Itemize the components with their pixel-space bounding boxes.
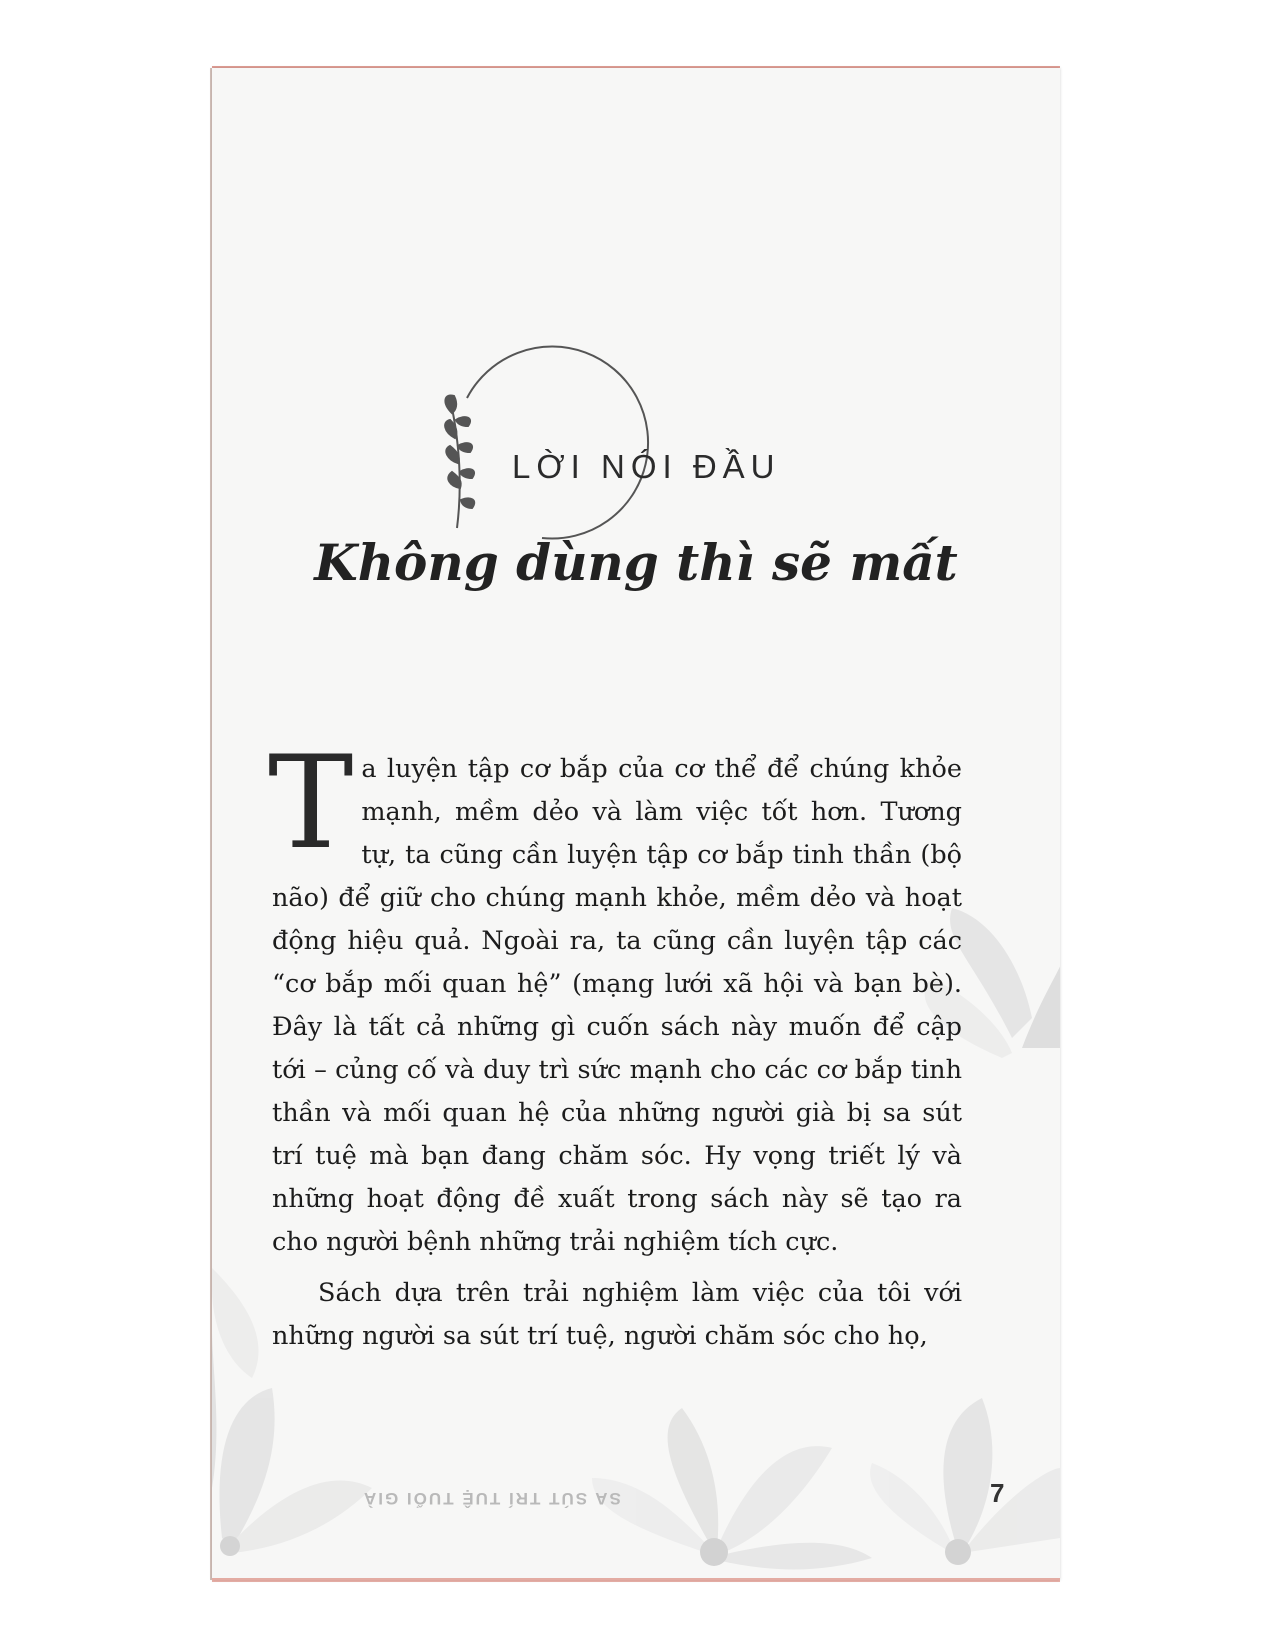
flower-bottom-right-icon <box>870 1398 1060 1565</box>
chapter-title: Không dùng thì sẽ mất <box>314 533 958 592</box>
page-number: 7 <box>990 1478 1005 1508</box>
flower-mid-left-icon <box>212 1268 258 1378</box>
ornament-circle <box>467 347 648 539</box>
book-page <box>212 68 1060 1580</box>
paragraph-1-text: a luyện tập cơ bắp của cơ thể để chúng khỏe mạnh, mềm dẻo và làm việc tốt hơn. Tương tự, ta cũng cần luyện tập cơ bắp tinh thần (bộ não) để giữ cho chúng mạnh khỏe, mềm dẻo và hoạt động hiệu quả. Ngoài ra, ta cũng cần luyện tập các “cơ bắp mối quan hệ” (mạng lưới xã hội và bạn bè). Đây là tất cả những gì cuốn sách này muốn để cập tới – củng cố và duy trì sức mạnh cho các cơ bắp tinh thần và mối quan hệ của những người già bị sa sút trí tuệ mà bạn đang chăm sóc. Hy vọng triết lý và những hoạt động đề xuất trong sách này sẽ tạo ra cho người bệnh những trải nghiệm tích cực. <box>272 754 962 1257</box>
drop-cap: T <box>268 729 354 878</box>
paragraph-2: Sách dựa trên trải nghiệm làm việc của tôi với những người sa sút trí tuệ, người chăm sóc cho họ, <box>272 1278 962 1351</box>
body-text <box>268 729 962 1358</box>
page-edge-bottom <box>212 1578 1060 1582</box>
paragraph-1 <box>268 729 962 1264</box>
running-footer-title: SA SÚT TRÍ TUỆ TUỔI GIÀ <box>362 1489 621 1508</box>
chapter-ornament-icon <box>445 347 648 539</box>
chapter-label: LỜI NÓI ĐẦU <box>512 448 781 485</box>
